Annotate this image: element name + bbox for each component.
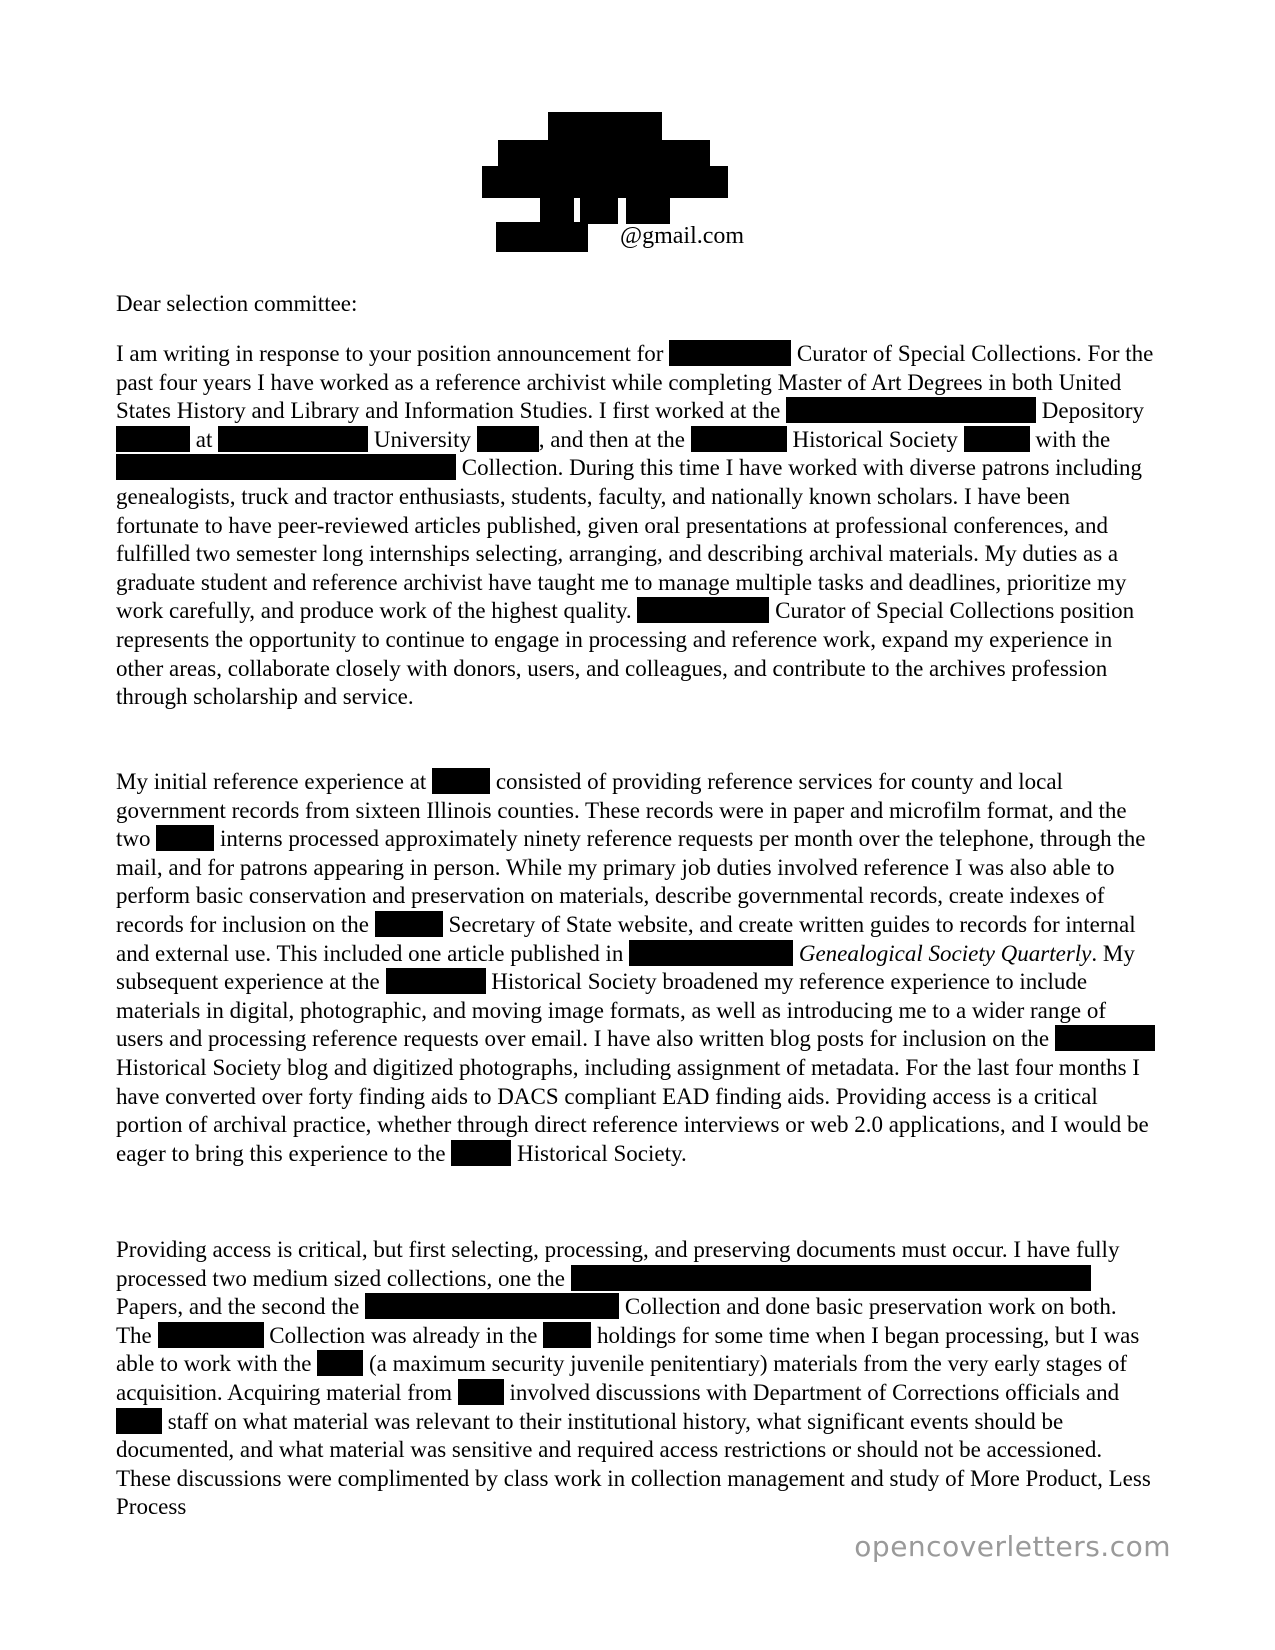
redaction	[116, 426, 190, 452]
salutation: Dear selection committee:	[116, 291, 358, 316]
redaction-block	[580, 196, 618, 224]
redaction	[365, 1293, 619, 1319]
redaction	[477, 426, 539, 452]
text: University	[368, 426, 477, 452]
text: involved discussions with Department of Corrections officials and	[503, 1379, 1120, 1405]
text: Historical Society	[786, 426, 964, 452]
text: Historical Society blog and digitized photographs, including assignment of metadata. For the last four months I have converted over forty finding aids to DACS compliant EAD finding aids. Providing access is a critical portion of archival practice, whether through direct reference interviews or web 2.0 applications, and I would be eager to bring this experience to the	[116, 1054, 1149, 1166]
redaction	[458, 1379, 504, 1405]
redaction	[116, 1408, 162, 1434]
text: holdings for some time when I began processing, but I was able to work with the	[116, 1322, 1140, 1377]
text: Curator of Special Collections position represents the opportunity to continue to engage in processing and reference work, expand my experience in other areas, collaborate closely with donors, users, and colleagues, and contribute to the archives profession through scholarship and service.	[116, 598, 1135, 710]
text: Secretary of State website, and create written guides to records for internal and external use. This included one article published in	[116, 911, 1136, 966]
text: (a maximum security juvenile penitentiary) materials from the very early stages of acquisition. Acquiring material from	[116, 1351, 1128, 1405]
email-domain: @gmail.com	[620, 223, 745, 249]
text: , and then at the	[538, 426, 691, 452]
paragraph-3	[116, 1236, 1156, 1522]
redaction	[691, 426, 787, 452]
text: My initial reference experience at	[116, 769, 433, 794]
text: Collection was already in the	[263, 1322, 544, 1348]
redaction	[786, 397, 1036, 423]
watermark-brand[interactable]: opencoverletters.com	[854, 1530, 1171, 1563]
text: at	[190, 426, 219, 452]
text: Historical Society.	[511, 1140, 687, 1166]
text: with the	[1029, 426, 1111, 452]
redaction	[218, 426, 368, 452]
redaction	[669, 340, 791, 366]
text: Depository	[1036, 398, 1145, 424]
journal-title: Genealogical Society Quarterly	[798, 940, 1092, 966]
redaction	[116, 454, 456, 480]
redaction	[451, 1140, 511, 1166]
redaction-block	[626, 196, 670, 224]
text: Providing access is critical, but first selecting, processing, and preserving documents must occur. I have fully processed two medium sized collections, one the	[116, 1237, 1120, 1291]
redaction	[432, 768, 490, 794]
text: consisted of providing reference services for county and local government records from sixteen Illinois counties. These records were in paper and microfilm format, and the two	[116, 769, 1127, 852]
redaction	[629, 940, 793, 966]
paragraph-1	[116, 340, 1156, 712]
redaction-block	[482, 166, 728, 198]
redaction	[375, 911, 443, 937]
paragraph-2	[116, 768, 1156, 1168]
text: Papers, and the second the	[116, 1294, 366, 1320]
text: . My subsequent experience at the	[116, 940, 1135, 995]
text: interns processed approximately ninety reference requests per month over the telephone, through the mail, and for patrons appearing in person. While my primary job duties involved reference I was also able to perform basic conservation and preservation on materials, describe governmental records, create indexes of records for inclusion on the	[116, 826, 1146, 937]
text: Historical Society broadened my reference experience to include materials in digital, photographic, and moving image formats, as well as introducing me to a wider range of users and processing reference requests over email. I have also written blog posts for inclusion on the	[116, 969, 1107, 1052]
redaction	[964, 426, 1030, 452]
redaction	[637, 597, 769, 623]
text: Collection and done basic preservation work on both. The	[116, 1294, 1117, 1348]
redaction	[386, 968, 486, 994]
redaction	[543, 1322, 591, 1348]
text: Collection. During this time I have worked with diverse patrons including genealogists, truck and tractor enthusiasts, students, faculty, and nationally known scholars. I have been fortunate to have peer-reviewed articles published, given oral presentations at professional conferences, and fulfilled two semester long internships selecting, arranging, and describing archival materials. My duties as a graduate student and reference archivist have taught me to manage multiple tasks and deadlines, prioritize my work carefully, and produce work of the highest quality.	[116, 455, 1143, 624]
redaction-block	[540, 196, 574, 224]
text: Curator of Special Collections. For the past four years I have worked as a reference archivist while completing Master of Art Degrees in both United States History and Library and Information Studies. I first worked at the	[116, 341, 1154, 424]
redaction	[317, 1350, 363, 1376]
text: staff on what material was relevant to their institutional history, what significant events should be documented, and what material was sensitive and required access restrictions or should not be accessioned. These discussions were complimented by class work in collection management and study of More Product, Less Process	[116, 1408, 1151, 1520]
redaction	[571, 1265, 1091, 1291]
redaction	[158, 1322, 264, 1348]
text: I am writing in response to your position announcement for	[116, 341, 670, 366]
redaction-block	[496, 222, 588, 252]
redaction	[1055, 1025, 1155, 1051]
redaction	[156, 825, 214, 851]
